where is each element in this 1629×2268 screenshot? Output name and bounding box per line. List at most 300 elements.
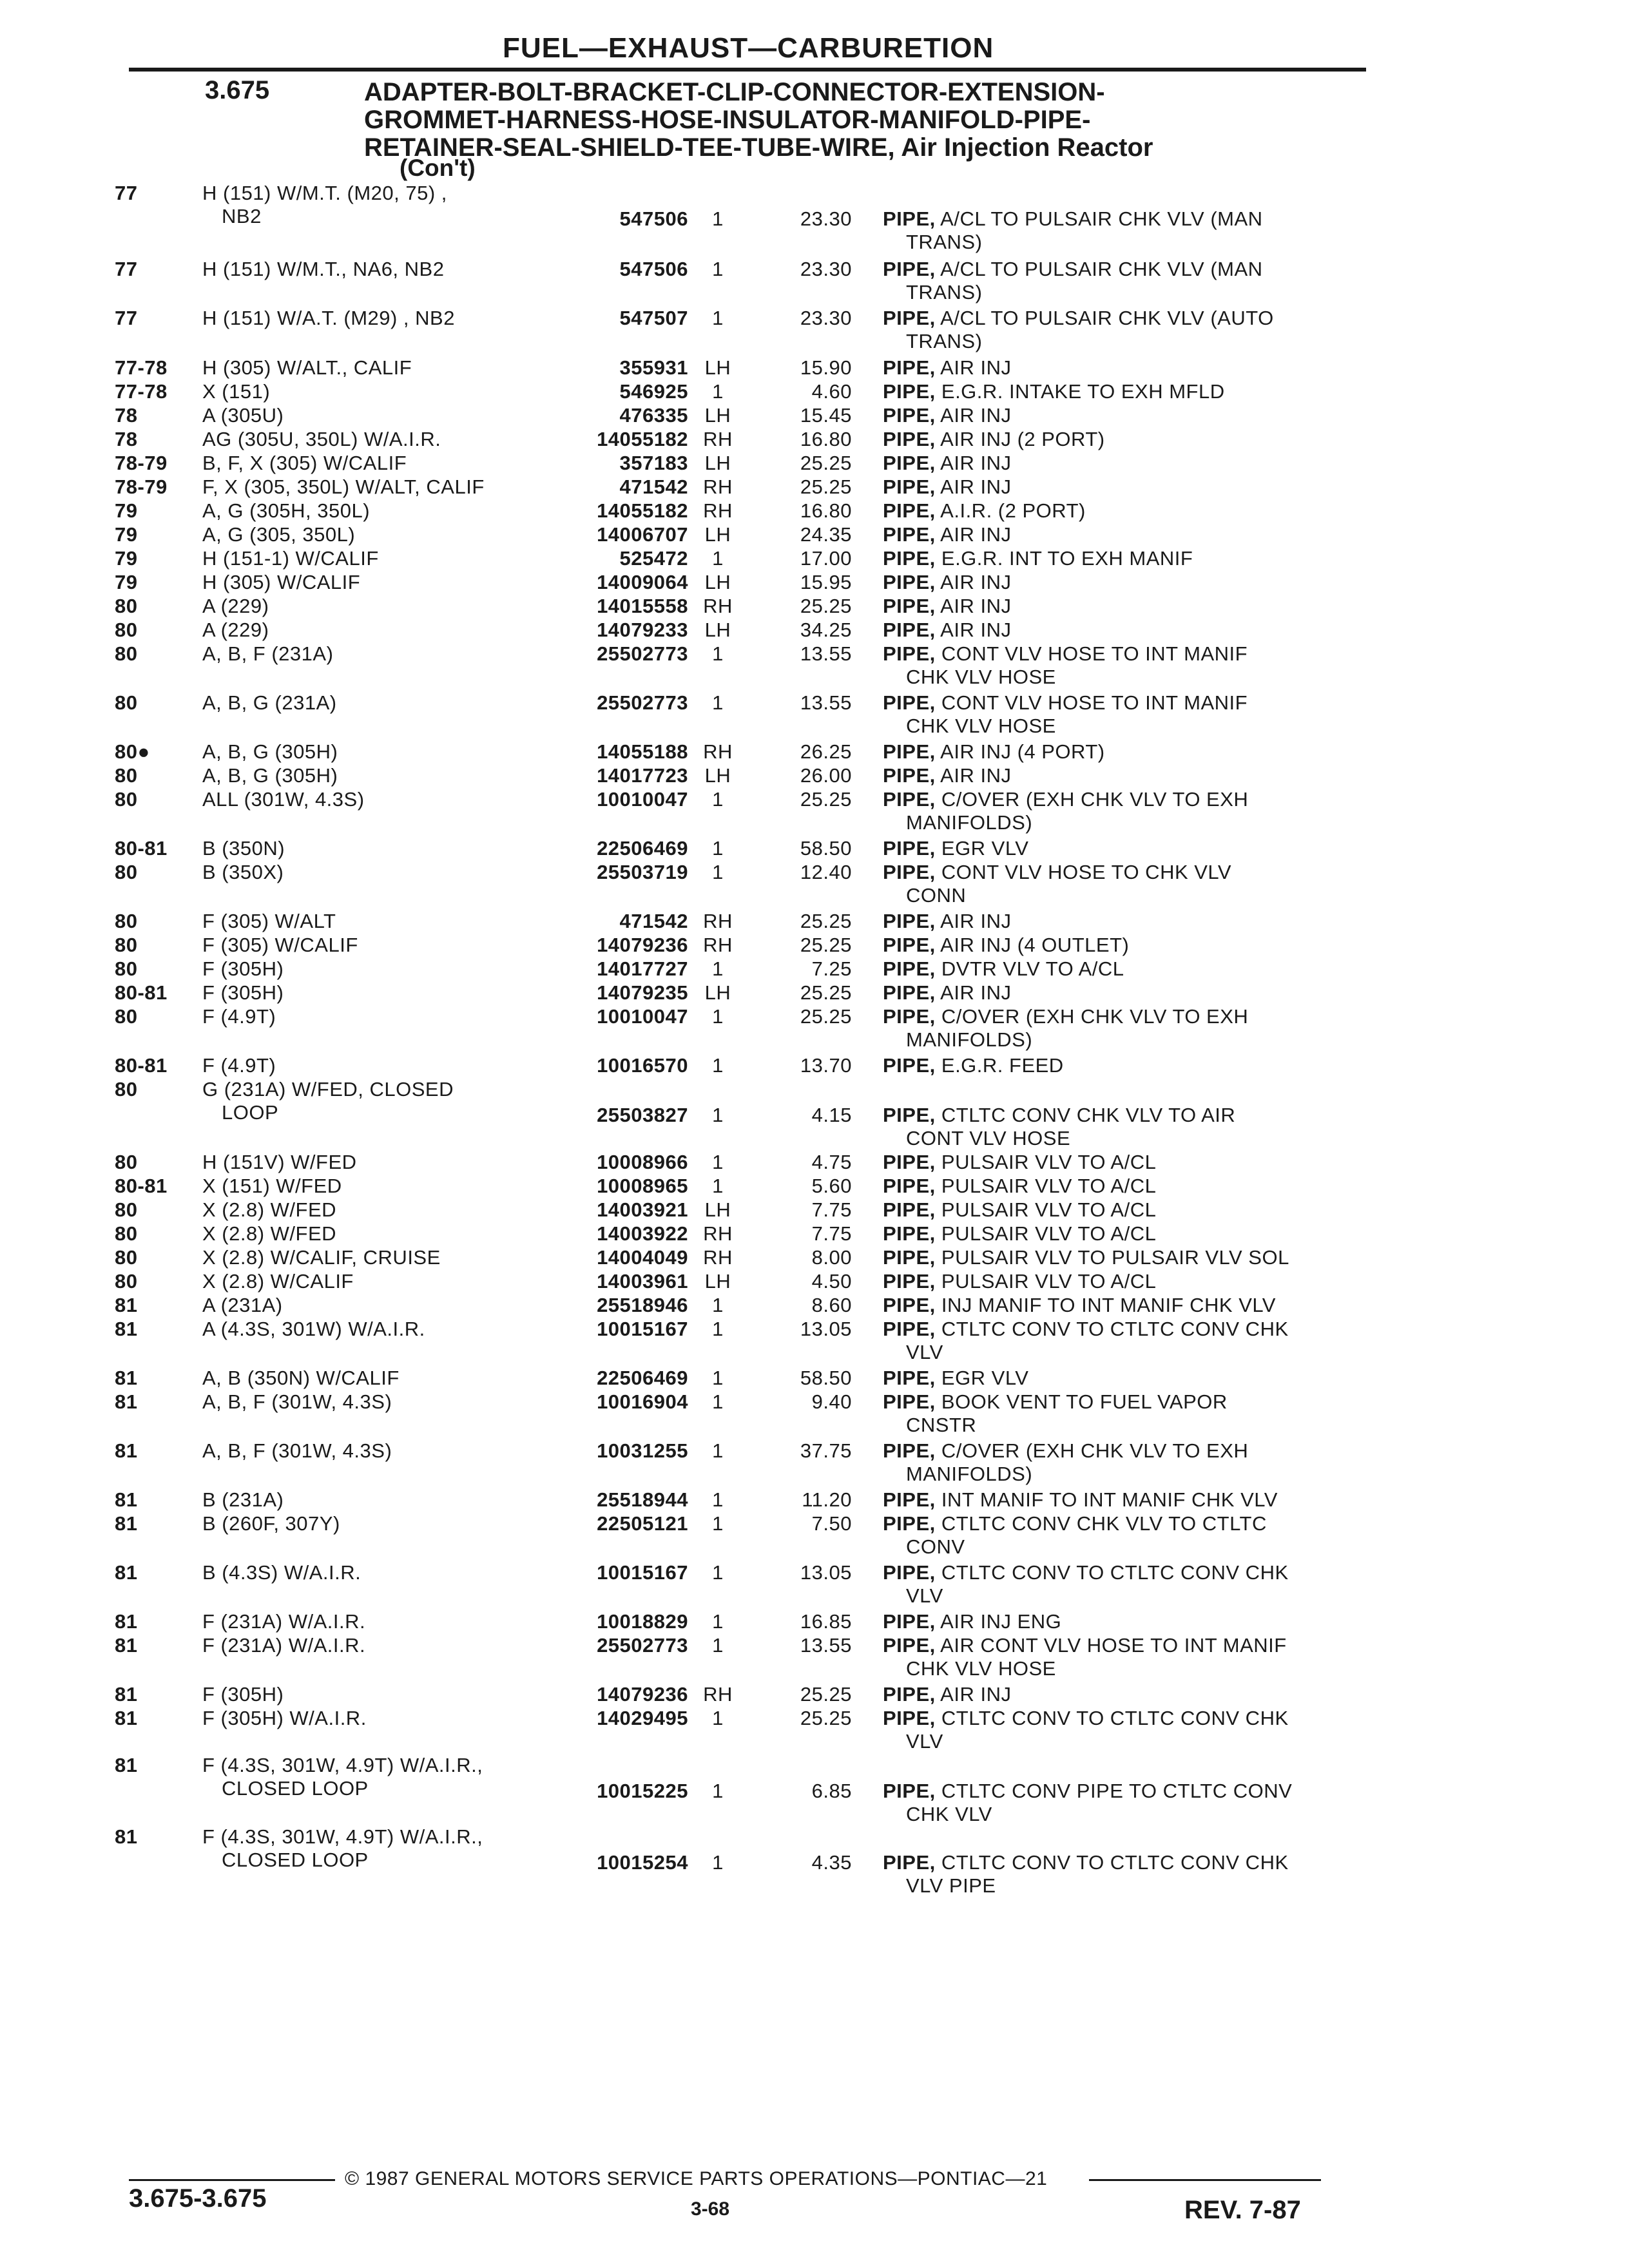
description-line-1: A/CL TO PULSAIR CHK VLV (AUTO [940,307,1274,329]
application [202,934,358,957]
quantity: RH [703,934,733,956]
quantity: LH [704,981,731,1004]
description [883,1367,1028,1390]
description [883,1439,1248,1486]
price: 13.05 [800,1561,852,1584]
model-year: 78-79 [115,476,168,498]
part-name: PIPE, [883,837,936,860]
application [202,1634,365,1657]
application-line-1: B (4.3S) W/A.I.R. [202,1561,361,1584]
description [883,691,1248,738]
application-line-1: H (151) W/A.T. (M29) , NB2 [202,307,455,329]
description [883,1610,1061,1633]
price: 13.70 [800,1054,852,1077]
application [202,642,333,666]
description-line-1: E.G.R. FEED [941,1054,1064,1077]
part-name: PIPE, [883,1104,936,1126]
part-number: 14004049 [597,1246,688,1269]
description-line-1: AIR INJ [940,356,1012,379]
description [883,1780,1292,1826]
price: 15.90 [800,356,852,379]
description-line-1: AIR INJ [940,404,1012,427]
price: 25.25 [800,910,852,932]
model-year: 80 [115,788,138,811]
price: 25.25 [800,981,852,1004]
model-year: 81 [115,1512,138,1535]
quantity: LH [704,764,731,787]
part-name: PIPE, [883,356,936,379]
description [883,740,1105,764]
application [202,1512,340,1535]
application [202,258,444,281]
description-line-2: CHK VLV HOSE [906,666,1056,688]
application [202,981,284,1004]
model-year: 77 [115,307,138,329]
page-header-title: FUEL—EXHAUST—CARBURETION [503,32,994,64]
description [883,1246,1289,1269]
application [202,182,447,228]
application-line-1: F (305H) [202,981,284,1004]
description-line-1: A.I.R. (2 PORT) [940,499,1086,522]
application [202,428,441,451]
application [202,1439,392,1463]
description [883,404,1011,427]
model-year: 80-81 [115,837,168,860]
description-line-1: CONT VLV HOSE TO INT MANIF [941,691,1248,714]
application [202,1318,425,1341]
application-line-1: B (231A) [202,1488,284,1511]
part-name: PIPE, [883,764,936,787]
description-line-1: AIR INJ (4 OUTLET) [940,934,1130,956]
part-name: PIPE, [883,476,936,498]
price: 26.00 [800,764,852,787]
price: 25.25 [800,595,852,617]
section-title-line-2: GROMMET-HARNESS-HOSE-INSULATOR-MANIFOLD-PIPE- [364,106,1091,134]
description-line-2: TRANS) [906,281,983,303]
price: 7.50 [811,1512,852,1535]
description-line-1: C/OVER (EXH CHK VLV TO EXH [941,788,1249,811]
model-year: 81 [115,1561,138,1584]
description-line-1: PULSAIR VLV TO A/CL [941,1270,1157,1293]
description [883,1683,1011,1706]
model-year: 81 [115,1318,138,1340]
part-name: PIPE, [883,981,936,1004]
application-line-1: A, G (305, 350L) [202,523,356,546]
description-line-1: CTLTC CONV TO CTLTC CONV CHK [941,1851,1289,1874]
application-line-1: A (229) [202,619,269,641]
model-year: 81 [115,1488,138,1511]
description-line-1: AIR INJ [940,1683,1012,1706]
price: 7.25 [811,957,852,980]
application-line-1: A, G (305H, 350L) [202,499,371,522]
part-name: PIPE, [883,1634,936,1657]
application [202,1825,483,1872]
part-number: 14003921 [597,1198,688,1221]
part-number: 10016570 [597,1054,688,1077]
price: 5.60 [811,1175,852,1197]
application [202,1610,365,1633]
part-number: 14079236 [597,934,688,956]
footer-section-range: 3.675-3.675 [129,2184,267,2213]
part-name: PIPE, [883,1780,936,1802]
price: 13.05 [800,1318,852,1340]
application [202,1175,342,1198]
part-number: 476335 [619,404,688,427]
description-line-2: CONV [906,1535,965,1558]
part-name: PIPE, [883,740,936,763]
part-number: 25502773 [597,642,688,665]
part-name: PIPE, [883,595,936,617]
quantity: 1 [712,1104,724,1126]
part-name: PIPE, [883,428,936,450]
model-year: 79 [115,547,138,570]
price: 15.95 [800,571,852,593]
footer-copyright: © 1987 GENERAL MOTORS SERVICE PARTS OPERATIONS—PONTIAC—21 [345,2168,1048,2189]
application [202,1054,276,1077]
price: 23.30 [800,207,852,230]
application [202,1151,357,1174]
model-year: 80● [115,740,150,763]
part-number: 25518944 [597,1488,688,1511]
price: 25.25 [800,452,852,474]
description [883,380,1225,403]
application [202,547,379,570]
application-line-2: CLOSED LOOP [222,1849,369,1871]
part-number: 14055188 [597,740,688,763]
part-name: PIPE, [883,571,936,593]
application-line-1: H (151V) W/FED [202,1151,357,1173]
description [883,1054,1064,1077]
description-line-2: VLV [906,1730,943,1753]
footer-revision: REV. 7-87 [1184,2196,1301,2224]
description-line-2: CONN [906,884,967,907]
price: 13.55 [800,1634,852,1657]
part-number: 14003922 [597,1222,688,1245]
part-number: 22505121 [597,1512,688,1535]
quantity: RH [703,1683,733,1706]
description-line-1: CTLTC CONV CHK VLV TO CTLTC [941,1512,1267,1535]
model-year: 80 [115,1222,138,1245]
description [883,1222,1156,1245]
part-name: PIPE, [883,861,936,883]
description [883,356,1011,380]
price: 25.25 [800,934,852,956]
part-number: 547506 [619,207,688,230]
application-line-1: B (260F, 307Y) [202,1512,340,1535]
application [202,1078,454,1124]
description-line-1: CTLTC CONV TO CTLTC CONV CHK [941,1561,1289,1584]
price: 23.30 [800,258,852,280]
part-name: PIPE, [883,307,936,329]
part-number: 14009064 [597,571,688,593]
price: 13.55 [800,691,852,714]
price: 25.25 [800,476,852,498]
application [202,1561,361,1584]
part-name: PIPE, [883,1005,936,1028]
section-number: 3.675 [205,76,270,104]
description [883,499,1086,523]
model-year: 80 [115,1078,138,1100]
application-line-1: A (229) [202,595,269,617]
description-line-1: CTLTC CONV TO CTLTC CONV CHK [941,1707,1289,1729]
part-name: PIPE, [883,523,936,546]
description [883,788,1248,834]
application [202,1198,336,1222]
part-number: 10010047 [597,1005,688,1028]
part-name: PIPE, [883,1151,936,1173]
quantity: 1 [712,1318,724,1340]
model-year: 81 [115,1825,138,1848]
price: 16.80 [800,428,852,450]
part-number: 25518946 [597,1294,688,1316]
application [202,1294,283,1317]
description-line-1: DVTR VLV TO A/CL [941,957,1124,980]
application-line-1: H (151-1) W/CALIF [202,547,379,570]
description-line-1: AIR INJ [940,619,1012,641]
model-year: 80 [115,764,138,787]
part-number: 547506 [619,258,688,280]
model-year: 80 [115,957,138,980]
price: 16.85 [800,1610,852,1633]
description [883,1512,1267,1559]
part-name: PIPE, [883,910,936,932]
part-name: PIPE, [883,1318,936,1340]
quantity: 1 [712,1610,724,1633]
application-line-1: F (4.3S, 301W, 4.9T) W/A.I.R., [202,1825,483,1848]
description-line-1: INJ MANIF TO INT MANIF CHK VLV [941,1294,1276,1316]
model-year: 80 [115,1151,138,1173]
description-line-1: AIR INJ ENG [940,1610,1062,1633]
part-name: PIPE, [883,1246,936,1269]
application-line-1: AG (305U, 350L) W/A.I.R. [202,428,441,450]
quantity: 1 [712,207,724,230]
part-number: 525472 [619,547,688,570]
part-number: 14079233 [597,619,688,641]
description [883,1175,1156,1198]
application-line-1: F (4.3S, 301W, 4.9T) W/A.I.R., [202,1754,483,1776]
application-line-1: F (305) W/ALT [202,910,336,932]
application-line-1: G (231A) W/FED, CLOSED [202,1078,454,1100]
description-line-1: PULSAIR VLV TO A/CL [941,1151,1157,1173]
description [883,1270,1156,1293]
model-year: 81 [115,1610,138,1633]
description-line-1: AIR INJ [940,476,1012,498]
quantity: 1 [712,380,724,403]
part-number: 357183 [619,452,688,474]
price: 4.60 [811,380,852,403]
application-line-1: ALL (301W, 4.3S) [202,788,365,811]
description-line-1: AIR INJ [940,981,1012,1004]
application-line-1: B (350N) [202,837,285,860]
quantity: 1 [712,1054,724,1077]
quantity: 1 [712,1707,724,1729]
application [202,1270,354,1293]
application [202,1222,336,1245]
model-year: 78 [115,428,138,450]
price: 4.50 [811,1270,852,1293]
application [202,691,337,715]
quantity: 1 [712,1512,724,1535]
quantity: 1 [712,861,724,883]
application [202,1367,400,1390]
application [202,452,407,475]
description [883,934,1129,957]
price: 25.25 [800,788,852,811]
price: 16.80 [800,499,852,522]
section-title-line-1: ADAPTER-BOLT-BRACKET-CLIP-CONNECTOR-EXTENSION- [364,78,1105,106]
quantity: LH [704,452,731,474]
description-line-1: E.G.R. INTAKE TO EXH MFLD [941,380,1225,403]
application-line-1: F (305) W/CALIF [202,934,358,956]
application [202,1754,483,1800]
description-line-1: CONT VLV HOSE TO CHK VLV [941,861,1232,883]
description-line-1: AIR INJ [940,764,1012,787]
part-name: PIPE, [883,1561,936,1584]
part-number: 10008965 [597,1175,688,1197]
description-line-1: AIR INJ (2 PORT) [940,428,1105,450]
description-line-1: AIR INJ [940,910,1012,932]
application [202,1005,276,1028]
description-line-2: CHK VLV [906,1803,992,1825]
part-number: 25502773 [597,1634,688,1657]
model-year: 77 [115,258,138,280]
quantity: 1 [712,1294,724,1316]
part-number: 10015225 [597,1780,688,1802]
price: 8.60 [811,1294,852,1316]
quantity: 1 [712,258,724,280]
description [883,207,1263,254]
description-line-1: CTLTC CONV TO CTLTC CONV CHK [941,1318,1289,1340]
application-line-1: F (305H) [202,957,284,980]
description-line-1: C/OVER (EXH CHK VLV TO EXH [941,1439,1249,1462]
price: 37.75 [800,1439,852,1462]
model-year: 81 [115,1754,138,1776]
description [883,837,1028,860]
part-number: 10015167 [597,1318,688,1340]
description [883,476,1011,499]
description-line-1: PULSAIR VLV TO A/CL [941,1198,1157,1221]
price: 8.00 [811,1246,852,1269]
application-line-1: X (151) W/FED [202,1175,342,1197]
quantity: 1 [712,1367,724,1389]
description-line-2: CHK VLV HOSE [906,715,1056,737]
part-name: PIPE, [883,934,936,956]
application [202,1246,441,1269]
part-name: PIPE, [883,1488,936,1511]
application-line-1: X (2.8) W/FED [202,1222,337,1245]
model-year: 81 [115,1634,138,1657]
application-line-1: H (305) W/CALIF [202,571,361,593]
description [883,571,1011,594]
description-line-2: VLV PIPE [906,1874,996,1897]
model-year: 77 [115,182,138,204]
part-name: PIPE, [883,499,936,522]
price: 26.25 [800,740,852,763]
description [883,619,1011,642]
price: 58.50 [800,837,852,860]
model-year: 81 [115,1294,138,1316]
application-line-1: A (231A) [202,1294,283,1316]
model-year: 81 [115,1439,138,1462]
quantity: 1 [712,642,724,665]
part-name: PIPE, [883,1054,936,1077]
application [202,764,338,787]
price: 24.35 [800,523,852,546]
description [883,642,1248,689]
price: 23.30 [800,307,852,329]
application-line-1: B, F, X (305) W/CALIF [202,452,407,474]
model-year: 81 [115,1683,138,1706]
part-name: PIPE, [883,207,936,230]
model-year: 80 [115,910,138,932]
application [202,356,412,380]
part-number: 10018829 [597,1610,688,1633]
model-year: 78 [115,404,138,427]
quantity: 1 [712,837,724,860]
price: 4.75 [811,1151,852,1173]
description-line-2: CNSTR [906,1414,977,1436]
description-line-1: C/OVER (EXH CHK VLV TO EXH [941,1005,1249,1028]
application-line-2: LOOP [222,1101,279,1124]
description-line-2: VLV [906,1584,943,1607]
part-name: PIPE, [883,1175,936,1197]
description [883,1634,1287,1680]
application-line-1: B (350X) [202,861,284,883]
price: 6.85 [811,1780,852,1802]
part-number: 25503719 [597,861,688,883]
application [202,404,284,427]
part-number: 546925 [619,380,688,403]
quantity: RH [703,910,733,932]
description [883,1005,1248,1052]
part-name: PIPE, [883,788,936,811]
application [202,1707,367,1730]
price: 15.45 [800,404,852,427]
description [883,428,1105,451]
application-line-1: F (231A) W/A.I.R. [202,1610,366,1633]
description [883,764,1011,787]
quantity: 1 [712,788,724,811]
application-line-1: X (2.8) W/CALIF [202,1270,354,1293]
part-name: PIPE, [883,1512,936,1535]
description [883,1198,1156,1222]
description-line-1: CTLTC CONV CHK VLV TO AIR [941,1104,1236,1126]
footer-rule-right [1089,2179,1321,2181]
application [202,595,269,618]
description [883,307,1274,353]
application-line-1: X (2.8) W/CALIF, CRUISE [202,1246,441,1269]
quantity: 1 [712,957,724,980]
part-number: 10008966 [597,1151,688,1173]
footer-rule-left [129,2179,335,2181]
description [883,1488,1278,1512]
application-line-1: A, B, G (305H) [202,740,338,763]
part-number: 22506469 [597,1367,688,1389]
application [202,571,360,594]
model-year: 80 [115,1270,138,1293]
description [883,258,1263,304]
quantity: LH [704,571,731,593]
description-line-1: AIR INJ [940,571,1012,593]
quantity: RH [703,499,733,522]
part-name: PIPE, [883,1707,936,1729]
description-line-2: MANIFOLDS) [906,1028,1033,1051]
quantity: 1 [712,1175,724,1197]
part-name: PIPE, [883,1439,936,1462]
part-number: 10010047 [597,788,688,811]
part-name: PIPE, [883,258,936,280]
part-number: 25503827 [597,1104,688,1126]
